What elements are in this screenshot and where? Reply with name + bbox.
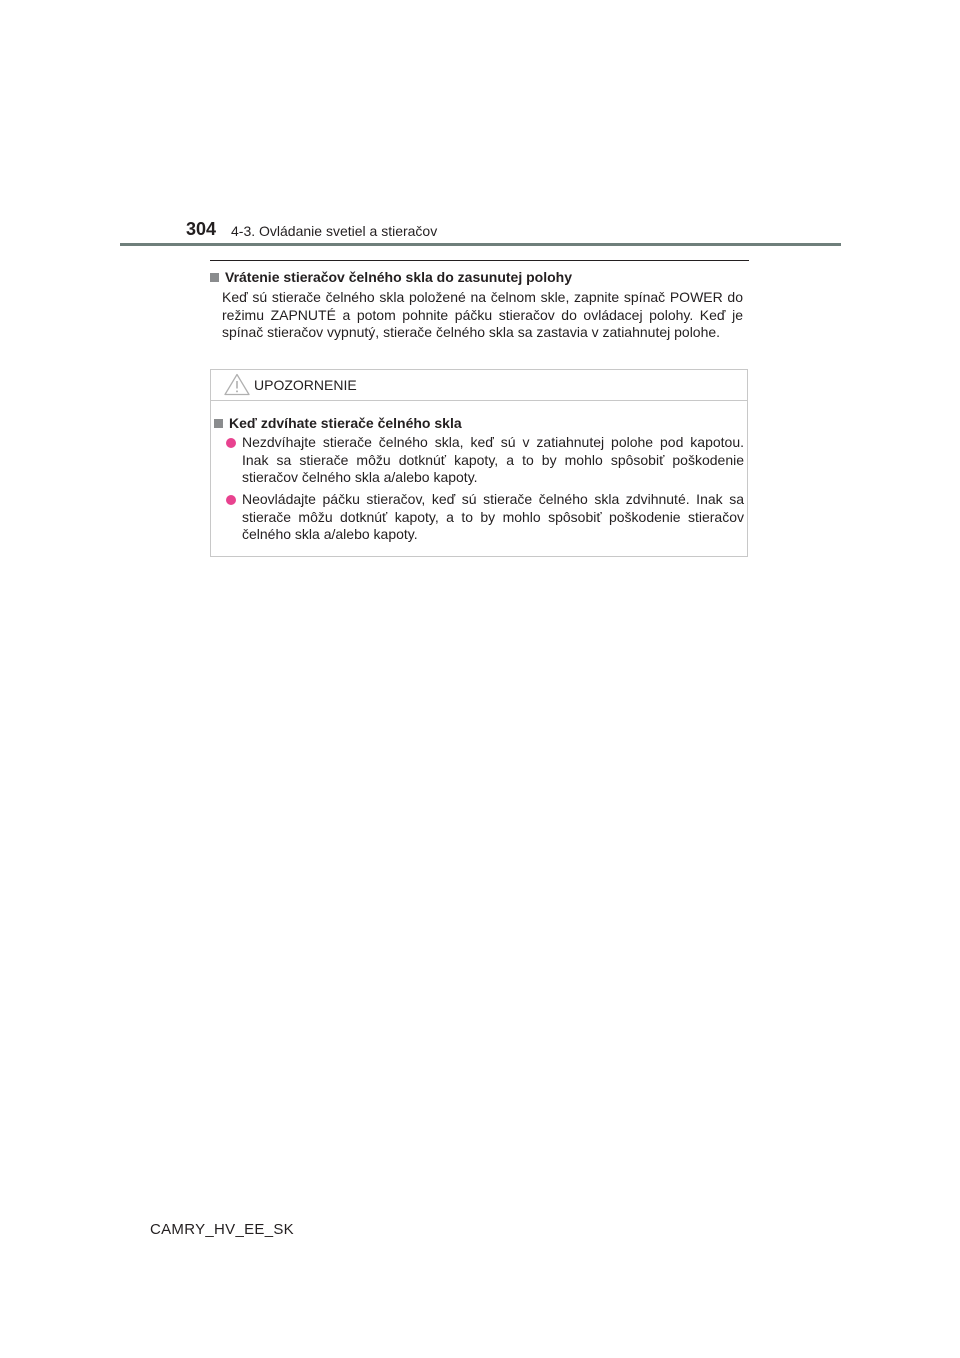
header-rule bbox=[120, 243, 841, 246]
pink-dot-icon bbox=[226, 495, 236, 505]
warning-triangle-icon bbox=[224, 373, 250, 396]
warning-bullet-text: Neovládajte páčku stieračov, keď sú stierače čelného skla zdvihnuté. Inak sa stierače môžu dotknúť kapoty, a to by mohlo spôsobiť poškodenie stieračov čelného skla a/alebo kapoty. bbox=[242, 491, 744, 543]
square-bullet-icon bbox=[210, 273, 219, 282]
section-body: Keď sú stierače čelného skla položené na čelnom skle, zapnite spínač POWER do režimu ZAPNUTÉ a potom pohnite páčku stieračov do ovládacej polohy. Keď je spínač stieračov vypnutý, stierače čelného skla sa zastavia v zatiahnutej polohe. bbox=[222, 289, 743, 341]
section-heading bbox=[210, 268, 572, 286]
warning-bullet-2 bbox=[226, 491, 744, 544]
chapter-title: 4-3. Ovládanie svetiel a stieračov bbox=[231, 223, 438, 239]
pink-dot-icon bbox=[226, 438, 236, 448]
warning-header bbox=[211, 370, 747, 401]
warning-bullet-text: Nezdvíhajte stierače čelného skla, keď sú v zatiahnutej polohe pod kapotou. Inak sa stierače môžu dotknúť kapoty, a to by mohlo spôsobiť poškodenie stieračov čelného skla a/alebo kapoty. bbox=[242, 434, 744, 486]
warning-heading bbox=[214, 414, 462, 432]
page-number: 304 bbox=[186, 219, 217, 239]
warning-label: UPOZORNENIE bbox=[254, 377, 357, 393]
warning-box bbox=[210, 369, 748, 557]
section-heading-text: Vrátenie stieračov čelného skla do zasunutej polohy bbox=[225, 269, 572, 285]
square-bullet-icon bbox=[214, 419, 223, 428]
warning-heading-text: Keď zdvíhate stierače čelného skla bbox=[229, 415, 462, 431]
footer-code: CAMRY_HV_EE_SK bbox=[150, 1221, 294, 1238]
warning-bullet-1 bbox=[226, 434, 744, 487]
section-rule bbox=[210, 260, 749, 261]
